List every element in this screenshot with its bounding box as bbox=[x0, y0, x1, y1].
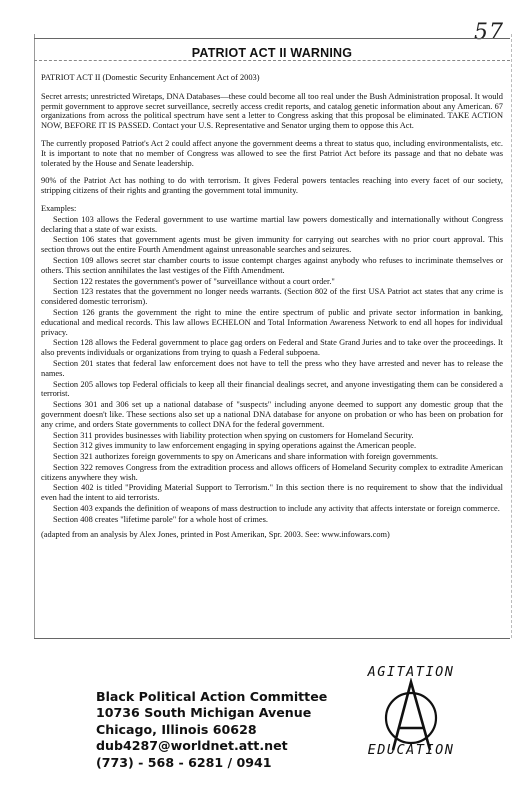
example-item: Section 402 is titled "Providing Material Support to Terrorism." In this section there is no requirement to show that the individual even had the intent to aid terrorists. bbox=[41, 483, 503, 503]
contact-block bbox=[96, 689, 327, 771]
examples-label: Examples: bbox=[41, 203, 77, 213]
document-body bbox=[41, 73, 503, 539]
logo-bottom-word: EDUCATION bbox=[367, 742, 455, 758]
example-item: Section 122 restates the government's power of "surveillance without a court order." bbox=[53, 276, 335, 286]
example-item: Section 126 grants the government the right to mine the entire spectrum of public and private sector information in banking, educational and medical records. This law allows ECHELON and Total Information Awareness Network to end all hopes for individual privacy. bbox=[41, 307, 503, 337]
top-rule bbox=[34, 38, 510, 39]
terrorism-paragraph: 90% of the Patriot Act has nothing to do with terrorism. It gives Federal powers tentacles reaching into every facet of our society, stripping citizens of their rights and granting the government total immunity. bbox=[41, 176, 503, 196]
intro-paragraph: Secret arrests; unrestricted Wiretaps, DNA Databases—these could become all too real under the Bush Administration proposal. It would permit government to approve secret surveillance, secretly access credit reports, and catalog genetic information about any American. 67 organizations from across the political spectrum have sent a letter to Congress asking that this proposal be eliminated. TAKE ACTION NOW, BEFORE IT IS PASSED. Contact your U.S. Representative and Senator urging them to oppose this Act. bbox=[41, 91, 503, 131]
example-item: Section 321 authorizes foreign governments to spy on Americans and share information with foreign governments. bbox=[53, 452, 438, 462]
threat-paragraph: The currently proposed Patriot's Act 2 could affect anyone the government deems a threat to status quo, including environmentalists, etc. It is important to note that no member of Congress was allowed to see the first Patriot Act before its passage and that no debate was tolerated by the House and Senate leadership. bbox=[41, 138, 503, 168]
example-item: Section 322 removes Congress from the extradition process and allows officers of Homeland Security complex to extradite American citizens anywhere they wish. bbox=[41, 462, 503, 482]
example-item: Section 205 allows top Federal officials to keep all their financial dealings secret, and anyone investigating them can be considered a terrorist. bbox=[41, 379, 503, 399]
act-heading: PATRIOT ACT II (Domestic Security Enhancement Act of 2003) bbox=[41, 73, 260, 82]
page-number: 57 bbox=[474, 20, 504, 45]
example-item: Section 109 allows secret star chamber courts to issue contempt charges against anybody who refuses to incriminate themselves or others. This section annihilates the last vestiges of the Fifth Amendment. bbox=[41, 255, 503, 275]
example-item: Section 123 restates that the government no longer needs warrants. (Section 802 of the first USA Patriot act states that any crime is considered domestic terrorism). bbox=[41, 287, 503, 307]
bottom-rule bbox=[34, 638, 510, 639]
anarchy-circle-a-icon bbox=[380, 678, 442, 752]
example-item: Section 403 expands the definition of weapons of mass destruction to include any activity that affects interstate or foreign commerce. bbox=[53, 504, 500, 514]
example-item: Section 106 states that government agents must be given immunity for carrying out searches with no prior court approval. This section throws out the entire Fourth Amendment against unreasonable searches and seizures. bbox=[41, 235, 503, 255]
source-attribution: (adapted from an analysis by Alex Jones, printed in Post Amerikan, Spr. 2003. See: www.infowars.com) bbox=[41, 529, 390, 539]
document-title: PATRIOT ACT II WARNING bbox=[191, 46, 353, 60]
example-item: Sections 301 and 306 set up a national database of "suspects" including anyone deemed to support any domestic group that the government doesn't like. These sections also set up a national DNA database for anyone on probation or who has been on probation for any crime, and orders State governments to collect DNA for the federal government. bbox=[41, 400, 503, 429]
city-state-zip: Chicago, Illinois 60628 bbox=[96, 721, 257, 737]
logo-top-word: AGITATION bbox=[367, 664, 455, 680]
example-item: Section 311 provides businesses with liability protection when spying on customers for Homeland Security. bbox=[53, 430, 414, 440]
example-item: Section 201 states that federal law enforcement does not have to tell the press who they have arrested and never has to release the names. bbox=[41, 358, 503, 378]
title-underline bbox=[34, 60, 510, 61]
email-address: dub4287@worldnet.att.net bbox=[96, 738, 288, 754]
agitation-education-logo bbox=[336, 664, 486, 774]
example-item: Section 128 allows the Federal government to place gag orders on Federal and State Grand Juries and to take over the proceedings. It also prevents individuals or organizations from trying to quash a Federal subpoena. bbox=[41, 338, 503, 358]
phone-numbers: (773) - 568 - 6281 / 0941 bbox=[96, 754, 272, 770]
street-address: 10736 South Michigan Avenue bbox=[96, 705, 312, 721]
example-item: Section 312 gives immunity to law enforcement engaging in spying operations against the American people. bbox=[53, 441, 417, 451]
example-item: Section 408 creates "lifetime parole" for a whole host of crimes. bbox=[53, 514, 268, 524]
org-name: Black Political Action Committee bbox=[96, 689, 328, 704]
example-item: Section 103 allows the Federal government to use wartime martial law powers domestically and internationally without Congress declaring that a state of war exists. bbox=[41, 214, 503, 234]
